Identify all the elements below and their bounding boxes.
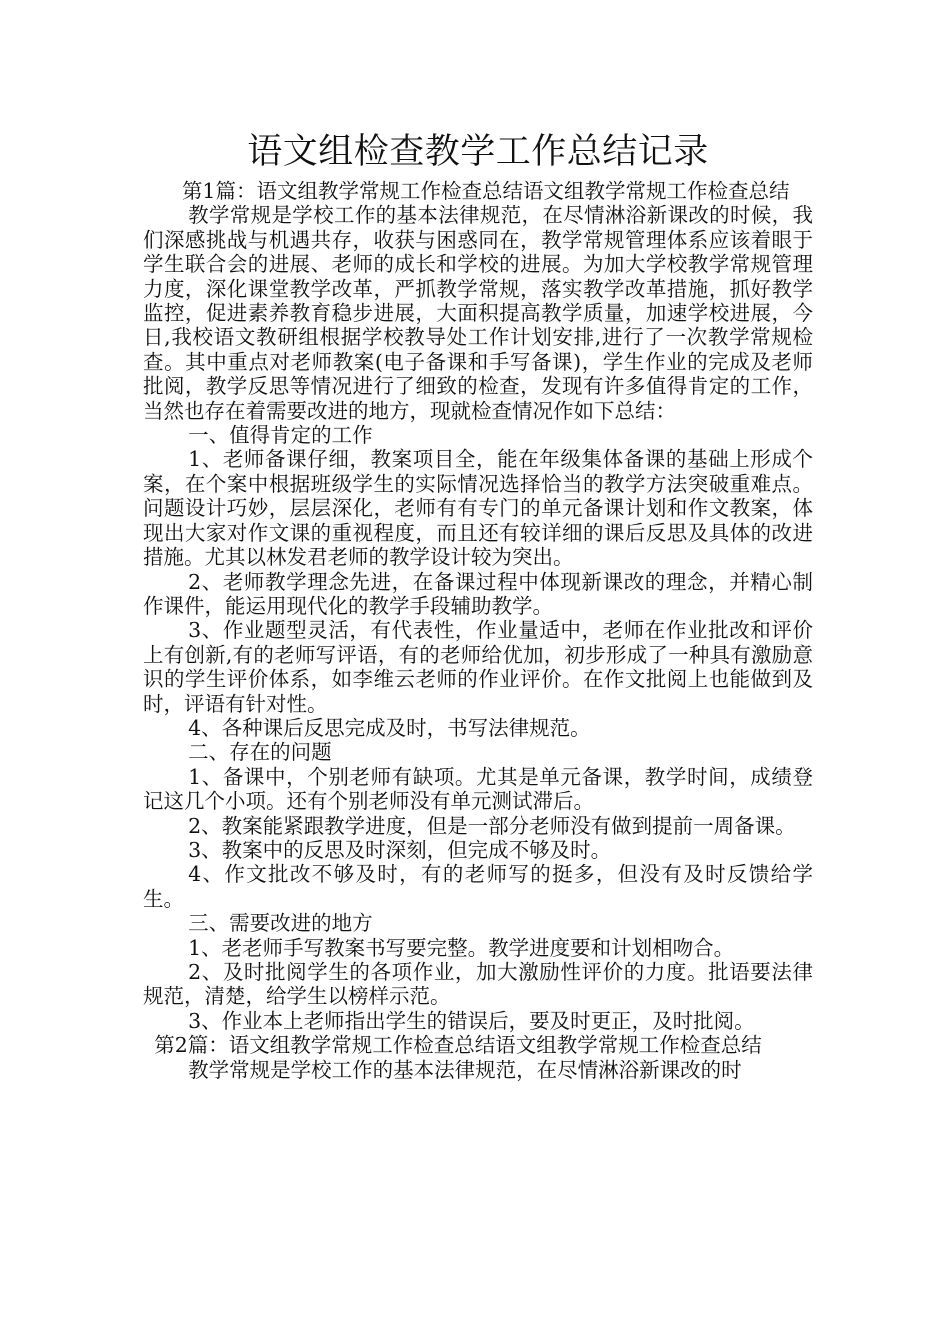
list-item: 2、教案能紧跟教学进度，但是一部分老师没有做到提前一周备课。 [188, 813, 796, 838]
subheading-positive: 一、值得肯定的工作 [188, 423, 373, 448]
subheading-improvements: 三、需要改进的地方 [188, 911, 373, 936]
list-item: 1、备课中，个别老师有缺项。尤其是单元备课，教学时间，成绩登记这几个小项。还有个别老师没有单元测试滞后。 [143, 764, 813, 814]
document-title: 语文组检查教学工作总结记录 [247, 132, 709, 172]
paragraph: 教学常规是学校工作的基本法律规范，在尽情淋浴新课改的时 [188, 1057, 742, 1082]
section-heading-1: 第1篇：语文组教学常规工作检查总结语文组教学常规工作检查总结 [181, 179, 790, 203]
section-heading-2: 第2篇：语文组教学常规工作检查总结语文组教学常规工作检查总结 [154, 1033, 762, 1058]
document-page [143, 128, 813, 1082]
list-item: 2、老师教学理念先进，在备课过程中体现新课改的理念，并精心制作课件，能运用现代化的教学手段辅助教学。 [143, 569, 813, 618]
document-body [143, 179, 813, 1082]
list-item: 3、教案中的反思及时深刻，但完成不够及时。 [188, 837, 612, 862]
list-item: 2、及时批阅学生的各项作业，加大激励性评价的力度。批语要法律规范，清楚，给学生以榜样示范。 [143, 960, 813, 1009]
list-item: 1、老师备课仔细，教案项目全，能在年级集体备课的基础上形成个案，在个案中根据班级学生的实际情况选择恰当的教学方法突破重难点。问题设计巧妙，层层深化，老师有有专门的单元备课计划和作文教案，体现出大家对作文课的重视程度，而且还有较详细的课后反思及具体的改进措施。尤其以林发君老师的教学设计较为突出。 [143, 447, 813, 570]
list-item: 3、作业本上老师指出学生的错误后，要及时更正，及时批阅。 [188, 1008, 755, 1033]
list-item: 4、各种课后反思完成及时，书写法律规范。 [188, 715, 591, 740]
list-item: 4、作文批改不够及时，有的老师写的挺多，但没有及时反馈给学生。 [143, 862, 813, 911]
list-item: 1、老老师手写教案书写要完整。教学进度要和计划相吻合。 [188, 935, 735, 960]
paragraph: 教学常规是学校工作的基本法律规范，在尽情淋浴新课改的时候，我们深感挑战与机遇共存，收获与困惑同在，教学常规管理体系应该着眼于学生联合会的进展、老师的成长和学校的进展。为加大学校教学常规管理力度，深化课堂教学改革，严抓教学常规，落实教学改革措施，抓好教学监控，促进素养教育稳步进展，大面积提高教学质量，加速学校进展，今日,我校语文教研组根据学校教导处工作计划安排,进行了一次教学常规检查。其中重点对老师教案(电子备课和手写备课)，学生作业的完成及老师批阅，教学反思等情况进行了细致的检查，发现有许多值得肯定的工作，当然也存在着需要改进的地方，现就检查情况作如下总结： [143, 203, 813, 423]
list-item: 3、作业题型灵活，有代表性，作业量适中，老师在作业批改和评价上有创新,有的老师写评语，有的老师给优加，初步形成了一种具有激励意识的学生评价体系，如李维云老师的作业评价。在作文批阅上也能做到及时，评语有针对性。 [143, 618, 813, 716]
subheading-problems: 二、存在的问题 [188, 740, 332, 765]
